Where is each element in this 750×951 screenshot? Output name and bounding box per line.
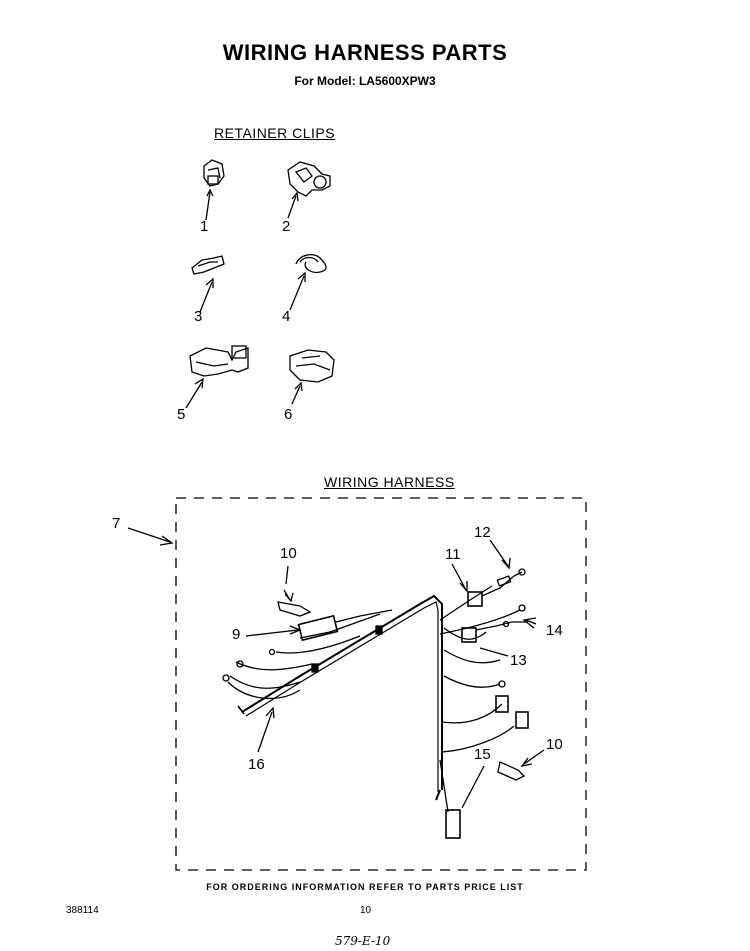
retainer-clip-5-drawing [186,346,248,408]
retainer-clip-1-drawing [204,160,224,220]
callout-10-top: 10 [280,545,297,562]
model-subtitle: For Model: LA5600XPW3 [294,74,436,88]
handwritten-note: 579-E-10 [335,934,391,948]
callout-9: 9 [232,626,241,643]
page-title: WIRING HARNESS PARTS [222,40,508,65]
callout-4: 4 [282,308,291,325]
section-heading-wiring-harness: WIRING HARNESS [324,474,455,490]
page-number: 10 [360,905,372,916]
section-heading-retainer-clips: RETAINER CLIPS [214,125,336,141]
callout-14: 14 [546,622,563,639]
wiring-harness-drawing [223,540,544,838]
callout-12: 12 [474,524,491,541]
callout-16: 16 [248,756,265,773]
retainer-clip-3-drawing [192,256,224,312]
harness-border [176,498,586,870]
callout-10-bottom: 10 [546,736,563,753]
retainer-clip-4-drawing [290,255,326,310]
callout-3: 3 [194,308,203,325]
callout-1: 1 [200,218,209,235]
ordering-info-footer: FOR ORDERING INFORMATION REFER TO PARTS PRICE LIST [206,882,524,892]
callout-13: 13 [510,652,527,669]
callout-2: 2 [282,218,291,235]
callout-7-leader [128,528,172,545]
callout-7: 7 [112,515,121,532]
callout-11: 11 [445,546,461,563]
document-number: 388114 [66,905,99,916]
callout-6: 6 [284,406,293,423]
callout-15: 15 [474,746,491,763]
callout-5: 5 [177,406,186,423]
retainer-clip-6-drawing [290,350,334,404]
retainer-clip-2-drawing [288,162,330,218]
